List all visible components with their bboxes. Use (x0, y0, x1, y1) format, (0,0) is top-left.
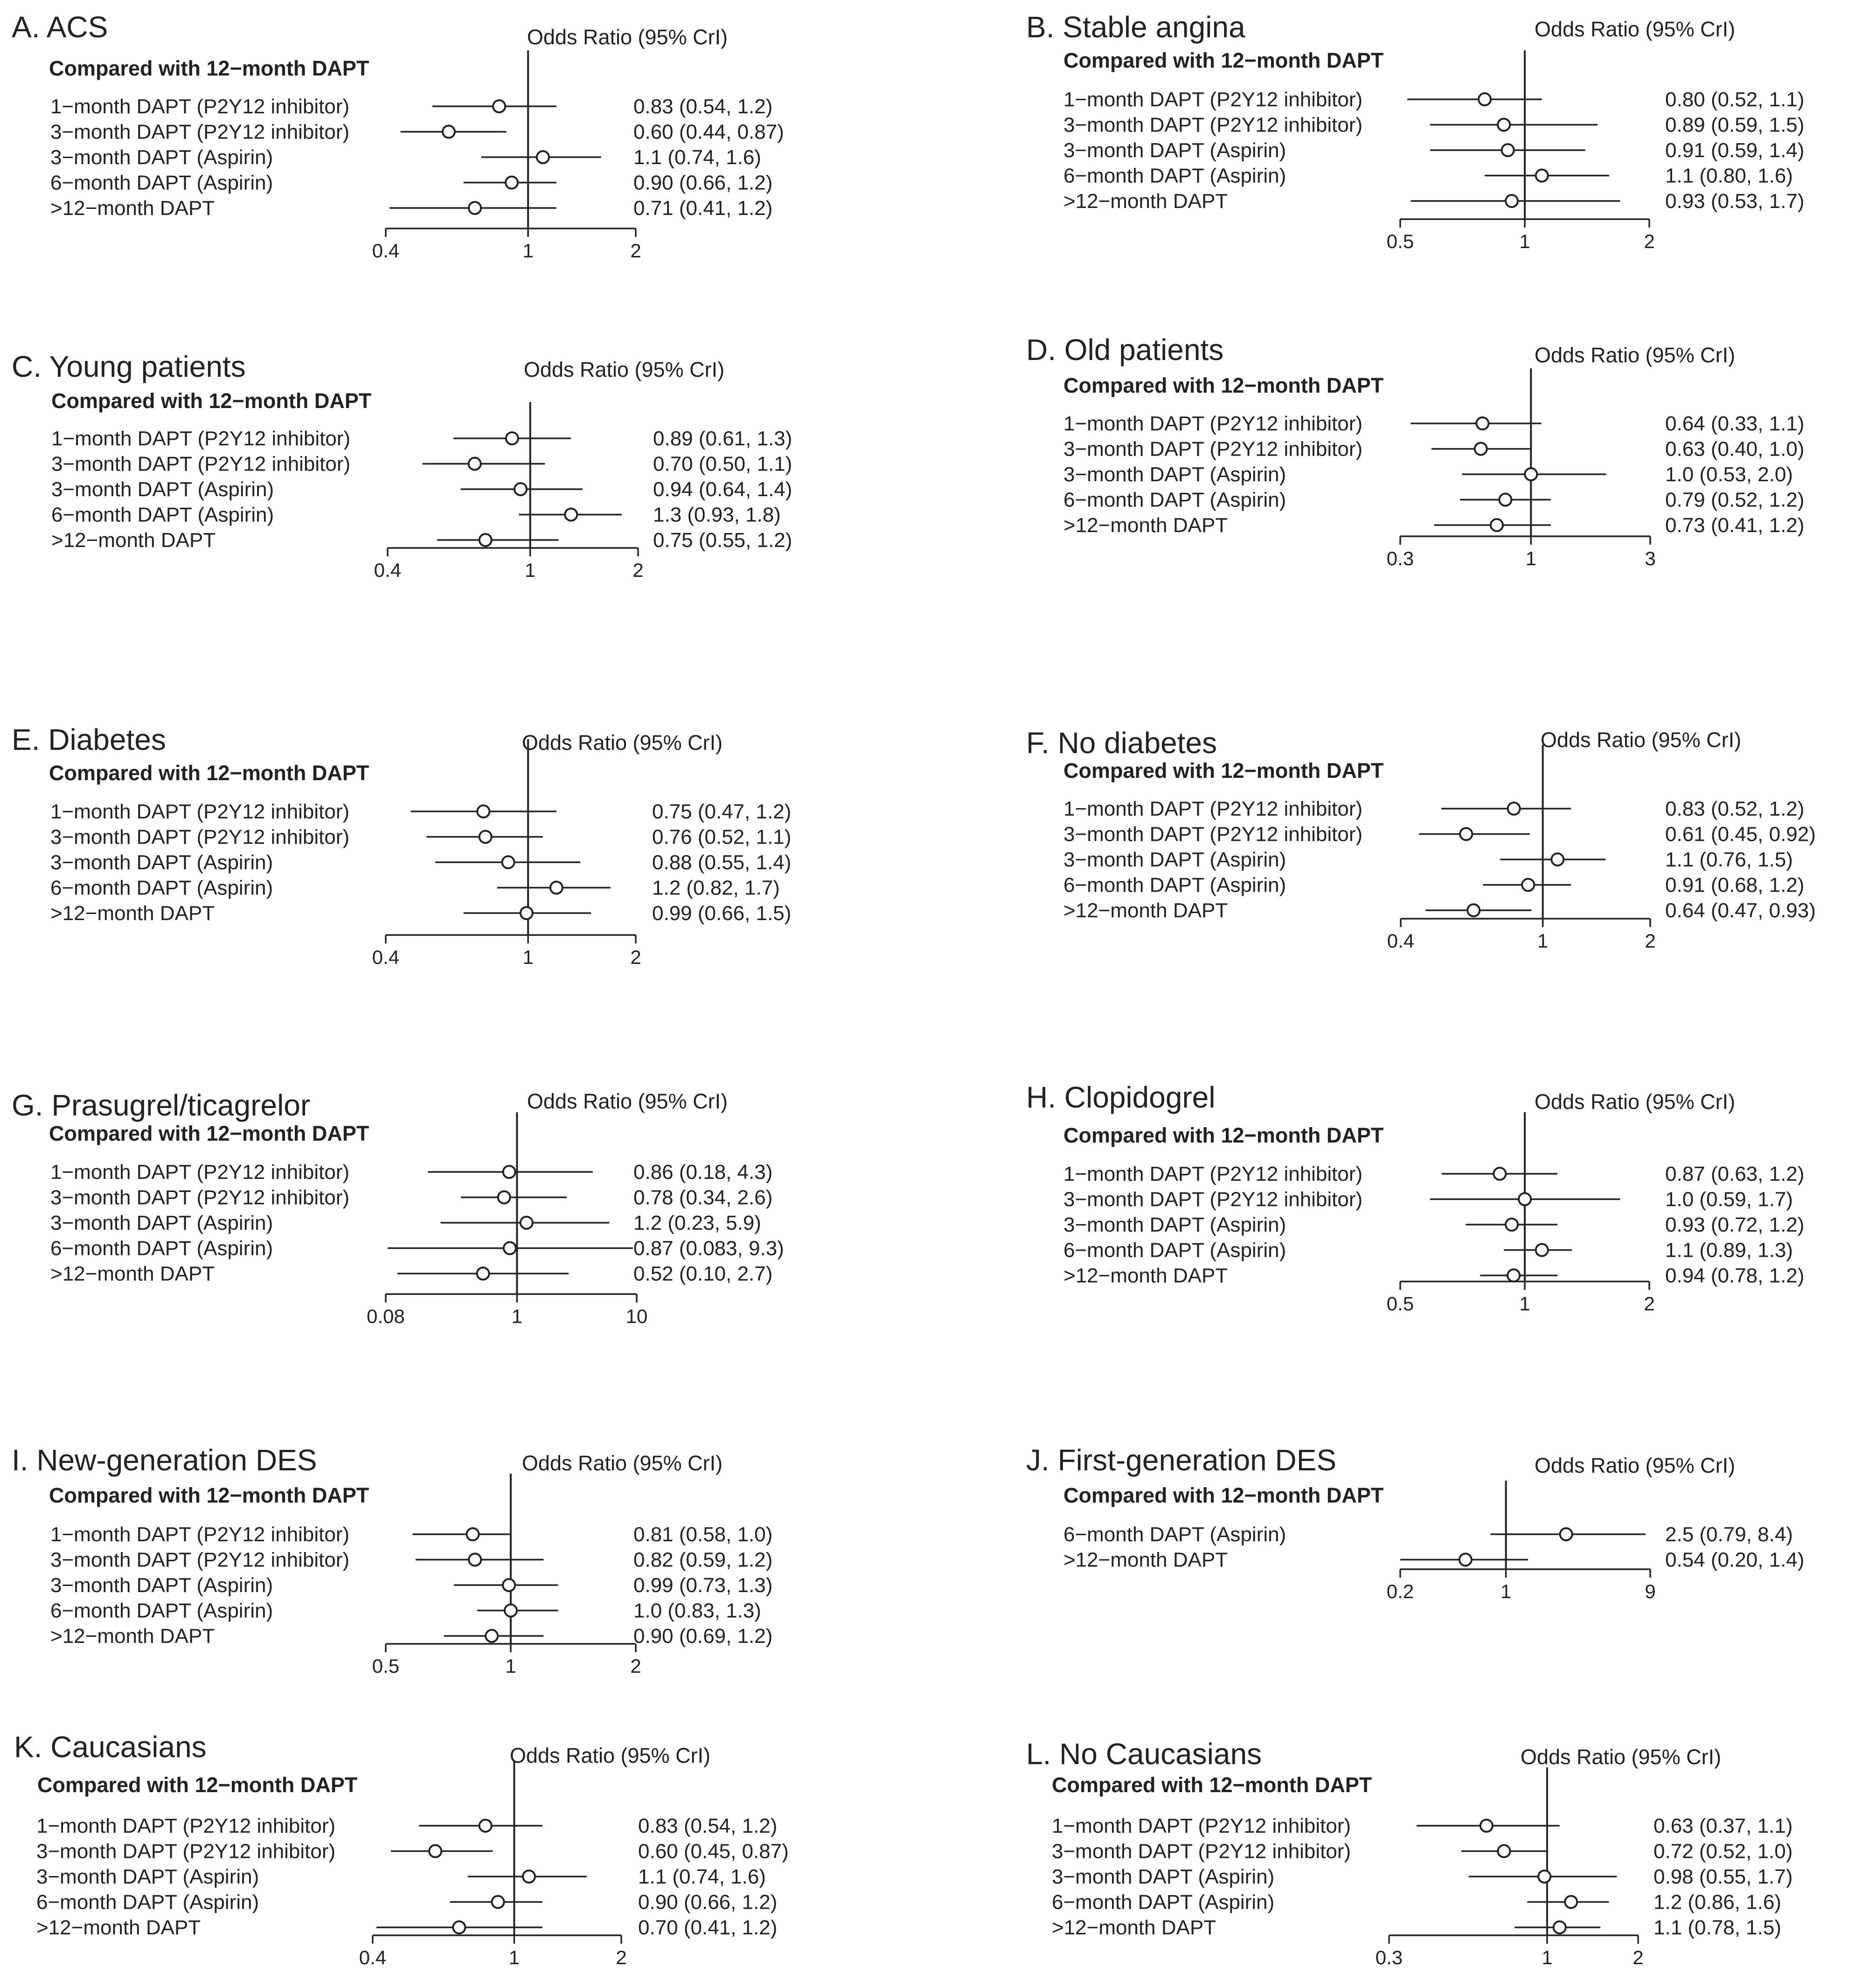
panel-e (12, 723, 791, 968)
or-value-label: 1.3 (0.93, 1.8) (653, 503, 781, 526)
row-label: 1−month DAPT (P2Y12 inhibitor) (50, 1523, 350, 1546)
x-tick-label: 0.4 (374, 559, 402, 581)
row-label: 1−month DAPT (P2Y12 inhibitor) (50, 95, 350, 118)
panel-a (12, 10, 784, 262)
row-label: 1−month DAPT (P2Y12 inhibitor) (50, 800, 350, 823)
comparator-label: Compared with 12−month DAPT (1063, 374, 1384, 397)
row-label: 6−month DAPT (Aspirin) (50, 171, 273, 194)
row-label: 3−month DAPT (P2Y12 inhibitor) (50, 1186, 350, 1209)
or-value-label: 0.94 (0.78, 1.2) (1665, 1264, 1805, 1287)
or-point (498, 1191, 510, 1204)
odds-ratio-header: Odds Ratio (95% CrI) (1534, 17, 1736, 41)
comparator-label: Compared with 12−month DAPT (51, 389, 372, 413)
row-label: 6−month DAPT (Aspirin) (1063, 164, 1286, 187)
comparator-label: Compared with 12−month DAPT (49, 56, 369, 80)
x-tick-label: 1 (505, 1655, 516, 1677)
or-point (469, 1554, 481, 1566)
row-label: 3−month DAPT (P2Y12 inhibitor) (1063, 1188, 1363, 1211)
or-value-label: 0.93 (0.53, 1.7) (1665, 190, 1805, 213)
or-value-label: 1.2 (0.82, 1.7) (652, 876, 780, 900)
or-value-label: 1.0 (0.83, 1.3) (633, 1599, 761, 1622)
or-value-label: 0.75 (0.47, 1.2) (652, 800, 792, 823)
or-value-label: 0.70 (0.41, 1.2) (638, 1916, 778, 1939)
panel-title: K. Caucasians (14, 1730, 207, 1764)
or-value-label: 0.91 (0.68, 1.2) (1665, 873, 1805, 897)
or-point (477, 1268, 489, 1280)
row-label: 6−month DAPT (Aspirin) (36, 1891, 259, 1914)
panel-title: J. First-generation DES (1026, 1443, 1337, 1477)
row-label: 1−month DAPT (P2Y12 inhibitor) (1063, 797, 1363, 820)
x-tick-label: 1 (1519, 230, 1530, 252)
or-point (469, 202, 481, 214)
or-point (1494, 1168, 1506, 1180)
panel-title: L. No Caucasians (1026, 1737, 1262, 1771)
x-tick-label: 0.5 (1386, 1293, 1414, 1315)
row-label: 6−month DAPT (Aspirin) (50, 1599, 273, 1622)
or-value-label: 0.83 (0.54, 1.2) (638, 1815, 778, 1837)
row-label: 3−month DAPT (Aspirin) (1063, 848, 1286, 871)
or-point (1536, 170, 1548, 182)
comparator-label: Compared with 12−month DAPT (1063, 1483, 1384, 1507)
or-point (1508, 803, 1520, 815)
row-label: >12−month DAPT (50, 197, 215, 220)
panel-j (1026, 1443, 1804, 1602)
x-tick-label: 2 (1644, 230, 1655, 252)
panel-l (1026, 1737, 1792, 1968)
or-value-label: 0.52 (0.10, 2.7) (633, 1262, 773, 1285)
or-point (1498, 1845, 1510, 1857)
or-value-label: 0.72 (0.52, 1.0) (1654, 1840, 1793, 1863)
or-point (523, 1870, 535, 1883)
or-value-label: 0.63 (0.40, 1.0) (1665, 437, 1805, 461)
x-tick-label: 1 (522, 240, 534, 262)
or-point (1565, 1896, 1577, 1908)
x-tick-label: 1 (1537, 930, 1549, 952)
row-label: >12−month DAPT (1063, 1264, 1228, 1287)
or-point (521, 907, 533, 919)
panel-k (14, 1730, 789, 1968)
row-label: 1−month DAPT (P2Y12 inhibitor) (1063, 88, 1363, 111)
row-label: 6−month DAPT (Aspirin) (50, 1237, 273, 1260)
or-point (1538, 1870, 1550, 1883)
row-label: 1−month DAPT (P2Y12 inhibitor) (1063, 1163, 1363, 1185)
row-label: >12−month DAPT (1052, 1916, 1216, 1939)
x-tick-label: 0.3 (1375, 1946, 1403, 1968)
odds-ratio-header: Odds Ratio (95% CrI) (527, 25, 728, 49)
x-tick-label: 2 (616, 1946, 627, 1968)
or-value-label: 0.76 (0.52, 1.1) (652, 825, 792, 849)
or-point (1499, 494, 1511, 506)
or-value-label: 0.90 (0.66, 1.2) (633, 171, 773, 194)
x-tick-label: 0.5 (372, 1655, 400, 1677)
or-point (502, 856, 514, 868)
comparator-label: Compared with 12−month DAPT (49, 761, 369, 785)
or-point (1506, 195, 1518, 207)
odds-ratio-header: Odds Ratio (95% CrI) (521, 1451, 723, 1475)
row-label: 6−month DAPT (Aspirin) (1063, 1523, 1286, 1546)
x-tick-label: 0.4 (359, 1946, 387, 1968)
or-value-label: 0.54 (0.20, 1.4) (1665, 1548, 1805, 1572)
x-tick-label: 1 (522, 946, 534, 968)
or-value-label: 0.60 (0.44, 0.87) (633, 120, 784, 144)
row-label: >12−month DAPT (1063, 190, 1228, 213)
comparator-label: Compared with 12−month DAPT (1063, 1123, 1384, 1147)
or-point (506, 432, 518, 444)
panel-d (1026, 333, 1804, 569)
x-tick-label: 0.4 (1387, 930, 1415, 952)
or-value-label: 0.90 (0.69, 1.2) (633, 1625, 773, 1648)
or-point (1554, 1921, 1566, 1933)
row-label: 3−month DAPT (Aspirin) (1063, 1213, 1286, 1236)
row-label: 3−month DAPT (P2Y12 inhibitor) (1052, 1840, 1351, 1863)
row-label: >12−month DAPT (50, 902, 215, 925)
or-value-label: 0.98 (0.55, 1.7) (1654, 1865, 1793, 1888)
comparator-label: Compared with 12−month DAPT (37, 1773, 358, 1797)
or-point (469, 458, 481, 470)
odds-ratio-header: Odds Ratio (95% CrI) (509, 1744, 711, 1767)
odds-ratio-header: Odds Ratio (95% CrI) (527, 1089, 728, 1113)
or-value-label: 0.89 (0.59, 1.5) (1665, 113, 1805, 137)
x-tick-label: 10 (625, 1305, 648, 1327)
or-point (505, 1605, 517, 1617)
row-label: 3−month DAPT (Aspirin) (50, 146, 273, 169)
or-point (1506, 1219, 1518, 1231)
or-value-label: 0.88 (0.55, 1.4) (652, 851, 792, 874)
or-point (514, 483, 527, 495)
or-point (1476, 417, 1488, 429)
or-point (503, 1579, 515, 1591)
or-point (493, 100, 505, 112)
or-point (1525, 468, 1537, 480)
row-label: 3−month DAPT (P2Y12 inhibitor) (1063, 113, 1363, 137)
odds-ratio-header: Odds Ratio (95% CrI) (1534, 1454, 1736, 1477)
x-tick-label: 1 (1519, 1293, 1530, 1315)
or-point (1560, 1528, 1572, 1540)
panel-title: G. Prasugrel/ticagrelor (12, 1088, 311, 1122)
or-value-label: 1.1 (0.76, 1.5) (1665, 848, 1793, 871)
row-label: 3−month DAPT (Aspirin) (51, 478, 274, 501)
or-value-label: 0.87 (0.083, 9.3) (633, 1237, 784, 1260)
or-value-label: 0.79 (0.52, 1.2) (1665, 488, 1805, 512)
or-point (453, 1921, 465, 1933)
or-value-label: 1.1 (0.74, 1.6) (633, 146, 761, 169)
or-value-label: 0.94 (0.64, 1.4) (653, 478, 792, 501)
row-label: 6−month DAPT (Aspirin) (1063, 488, 1286, 512)
odds-ratio-header: Odds Ratio (95% CrI) (1534, 343, 1736, 367)
x-tick-label: 1 (525, 559, 536, 581)
or-value-label: 0.99 (0.66, 1.5) (652, 902, 792, 925)
comparator-label: Compared with 12−month DAPT (1063, 48, 1384, 72)
or-value-label: 1.1 (0.74, 1.6) (638, 1865, 766, 1888)
x-tick-label: 0.4 (372, 946, 400, 968)
x-tick-label: 9 (1645, 1580, 1656, 1602)
or-point (1467, 904, 1480, 916)
x-tick-label: 2 (632, 559, 644, 581)
or-value-label: 0.99 (0.73, 1.3) (633, 1574, 773, 1597)
comparator-label: Compared with 12−month DAPT (1063, 759, 1384, 783)
row-label: 3−month DAPT (P2Y12 inhibitor) (50, 120, 350, 144)
or-value-label: 1.1 (0.80, 1.6) (1665, 164, 1793, 187)
or-point (1502, 144, 1514, 156)
or-value-label: 2.5 (0.79, 8.4) (1665, 1523, 1793, 1546)
comparator-label: Compared with 12−month DAPT (1052, 1773, 1372, 1797)
x-tick-label: 0.4 (372, 240, 400, 262)
row-label: 1−month DAPT (P2Y12 inhibitor) (50, 1161, 350, 1184)
row-label: 1−month DAPT (P2Y12 inhibitor) (1063, 412, 1363, 435)
row-label: 3−month DAPT (Aspirin) (1063, 139, 1286, 162)
odds-ratio-header: Odds Ratio (95% CrI) (523, 358, 725, 381)
x-tick-label: 0.2 (1386, 1580, 1414, 1602)
or-point (467, 1528, 479, 1540)
or-value-label: 0.61 (0.45, 0.92) (1665, 823, 1816, 846)
or-value-label: 1.1 (0.89, 1.3) (1665, 1239, 1793, 1262)
panel-title: B. Stable angina (1026, 10, 1245, 44)
row-label: 3−month DAPT (Aspirin) (50, 1212, 273, 1234)
row-label: 3−month DAPT (Aspirin) (1063, 463, 1286, 486)
panel-title: I. New-generation DES (12, 1443, 317, 1477)
or-value-label: 0.80 (0.52, 1.1) (1665, 88, 1805, 111)
x-tick-label: 0.3 (1386, 547, 1414, 569)
or-point (486, 1630, 498, 1642)
row-label: 3−month DAPT (P2Y12 inhibitor) (1063, 823, 1363, 846)
row-label: >12−month DAPT (51, 529, 216, 552)
panel-title: A. ACS (12, 10, 108, 44)
or-point (1551, 853, 1563, 866)
odds-ratio-header: Odds Ratio (95% CrI) (1520, 1745, 1722, 1769)
row-label: >12−month DAPT (50, 1625, 215, 1648)
or-point (537, 151, 549, 163)
panel-g (12, 1088, 784, 1327)
x-tick-label: 0.5 (1386, 230, 1414, 252)
row-label: 3−month DAPT (Aspirin) (50, 1574, 273, 1597)
or-point (565, 509, 577, 521)
panel-title: F. No diabetes (1026, 726, 1217, 760)
or-value-label: 0.71 (0.41, 1.2) (633, 197, 773, 220)
x-tick-label: 2 (630, 1655, 641, 1677)
row-label: 6−month DAPT (Aspirin) (51, 503, 274, 526)
or-value-label: 0.63 (0.37, 1.1) (1654, 1815, 1793, 1837)
panel-i (12, 1443, 772, 1677)
x-tick-label: 2 (630, 946, 641, 968)
x-tick-label: 2 (630, 240, 641, 262)
or-value-label: 1.2 (0.23, 5.9) (633, 1212, 761, 1234)
or-point (479, 534, 492, 546)
or-value-label: 1.0 (0.53, 2.0) (1665, 463, 1793, 486)
or-value-label: 0.83 (0.54, 1.2) (633, 95, 773, 118)
panel-title: E. Diabetes (12, 723, 166, 756)
or-value-label: 0.90 (0.66, 1.2) (638, 1891, 778, 1914)
row-label: >12−month DAPT (1063, 1548, 1228, 1572)
row-label: >12−month DAPT (1063, 514, 1228, 537)
row-label: 1−month DAPT (P2Y12 inhibitor) (51, 427, 351, 450)
x-tick-label: 3 (1645, 547, 1656, 569)
row-label: 3−month DAPT (Aspirin) (1052, 1865, 1275, 1888)
or-point (521, 1217, 533, 1229)
row-label: 3−month DAPT (P2Y12 inhibitor) (50, 1548, 350, 1572)
x-tick-label: 2 (1633, 1946, 1644, 1968)
row-label: 3−month DAPT (P2Y12 inhibitor) (36, 1840, 336, 1863)
or-value-label: 0.78 (0.34, 2.6) (633, 1186, 773, 1209)
or-value-label: 0.91 (0.59, 1.4) (1665, 139, 1805, 162)
or-point (550, 882, 563, 894)
or-point (479, 831, 492, 843)
panel-title: D. Old patients (1026, 333, 1224, 367)
or-value-label: 0.60 (0.45, 0.87) (638, 1840, 789, 1863)
panel-c (12, 350, 792, 581)
or-point (1459, 1554, 1472, 1566)
comparator-label: Compared with 12−month DAPT (49, 1122, 369, 1145)
or-value-label: 0.70 (0.50, 1.1) (653, 452, 792, 476)
or-point (477, 805, 489, 817)
x-tick-label: 1 (1500, 1580, 1512, 1602)
or-point (1491, 519, 1503, 531)
or-point (1519, 1193, 1531, 1205)
or-value-label: 0.75 (0.55, 1.2) (653, 529, 792, 552)
row-label: 3−month DAPT (Aspirin) (36, 1865, 259, 1888)
x-tick-label: 1 (511, 1305, 523, 1327)
or-point (1536, 1244, 1548, 1256)
or-value-label: 0.82 (0.59, 1.2) (633, 1548, 773, 1572)
row-label: >12−month DAPT (50, 1262, 215, 1285)
or-point (1480, 1820, 1493, 1832)
or-value-label: 0.81 (0.58, 1.0) (633, 1523, 773, 1546)
x-tick-label: 1 (508, 1946, 520, 1968)
or-value-label: 1.1 (0.78, 1.5) (1654, 1916, 1781, 1939)
row-label: 6−month DAPT (Aspirin) (50, 876, 273, 900)
or-point (1479, 93, 1491, 105)
panel-f (1026, 726, 1816, 952)
or-value-label: 0.64 (0.47, 0.93) (1665, 899, 1816, 922)
or-point (1522, 879, 1534, 891)
or-value-label: 0.93 (0.72, 1.2) (1665, 1213, 1805, 1236)
or-point (429, 1845, 441, 1857)
or-point (492, 1896, 504, 1908)
or-value-label: 0.73 (0.41, 1.2) (1665, 514, 1805, 537)
or-value-label: 1.2 (0.86, 1.6) (1654, 1891, 1781, 1914)
row-label: 6−month DAPT (Aspirin) (1063, 1239, 1286, 1262)
row-label: 3−month DAPT (Aspirin) (50, 851, 273, 874)
x-tick-label: 1 (1525, 547, 1536, 569)
or-point (1508, 1269, 1520, 1281)
odds-ratio-header: Odds Ratio (95% CrI) (1540, 728, 1742, 752)
or-point (1475, 443, 1487, 455)
or-point (443, 126, 455, 138)
x-tick-label: 1 (1542, 1946, 1553, 1968)
row-label: 1−month DAPT (P2Y12 inhibitor) (1052, 1815, 1351, 1837)
odds-ratio-header: Odds Ratio (95% CrI) (1534, 1090, 1736, 1114)
row-label: 6−month DAPT (Aspirin) (1063, 873, 1286, 897)
or-value-label: 0.86 (0.18, 4.3) (633, 1161, 773, 1184)
or-point (503, 1166, 515, 1178)
x-tick-label: 2 (1644, 1293, 1655, 1315)
odds-ratio-header: Odds Ratio (95% CrI) (521, 731, 723, 755)
or-point (506, 177, 518, 189)
row-label: 3−month DAPT (P2Y12 inhibitor) (50, 825, 350, 849)
panel-b (1026, 10, 1804, 252)
or-value-label: 0.83 (0.52, 1.2) (1665, 797, 1805, 820)
or-point (479, 1820, 492, 1832)
panel-title: C. Young patients (12, 350, 246, 383)
or-value-label: 1.0 (0.59, 1.7) (1665, 1188, 1793, 1211)
row-label: >12−month DAPT (1063, 899, 1228, 922)
row-label: 3−month DAPT (P2Y12 inhibitor) (51, 452, 351, 476)
row-label: 3−month DAPT (P2Y12 inhibitor) (1063, 437, 1363, 461)
x-tick-label: 2 (1645, 930, 1656, 952)
or-point (1498, 119, 1510, 131)
or-point (1460, 828, 1472, 840)
panel-title: H. Clopidogrel (1026, 1081, 1216, 1114)
comparator-label: Compared with 12−month DAPT (49, 1483, 369, 1507)
or-value-label: 0.89 (0.61, 1.3) (653, 427, 792, 450)
or-value-label: 0.87 (0.63, 1.2) (1665, 1163, 1805, 1185)
row-label: 1−month DAPT (P2Y12 inhibitor) (36, 1815, 336, 1837)
panel-h (1026, 1081, 1804, 1315)
x-tick-label: 0.08 (367, 1305, 405, 1327)
row-label: 6−month DAPT (Aspirin) (1052, 1891, 1275, 1914)
row-label: >12−month DAPT (36, 1916, 201, 1939)
or-point (504, 1242, 516, 1254)
or-value-label: 0.64 (0.33, 1.1) (1665, 412, 1805, 435)
